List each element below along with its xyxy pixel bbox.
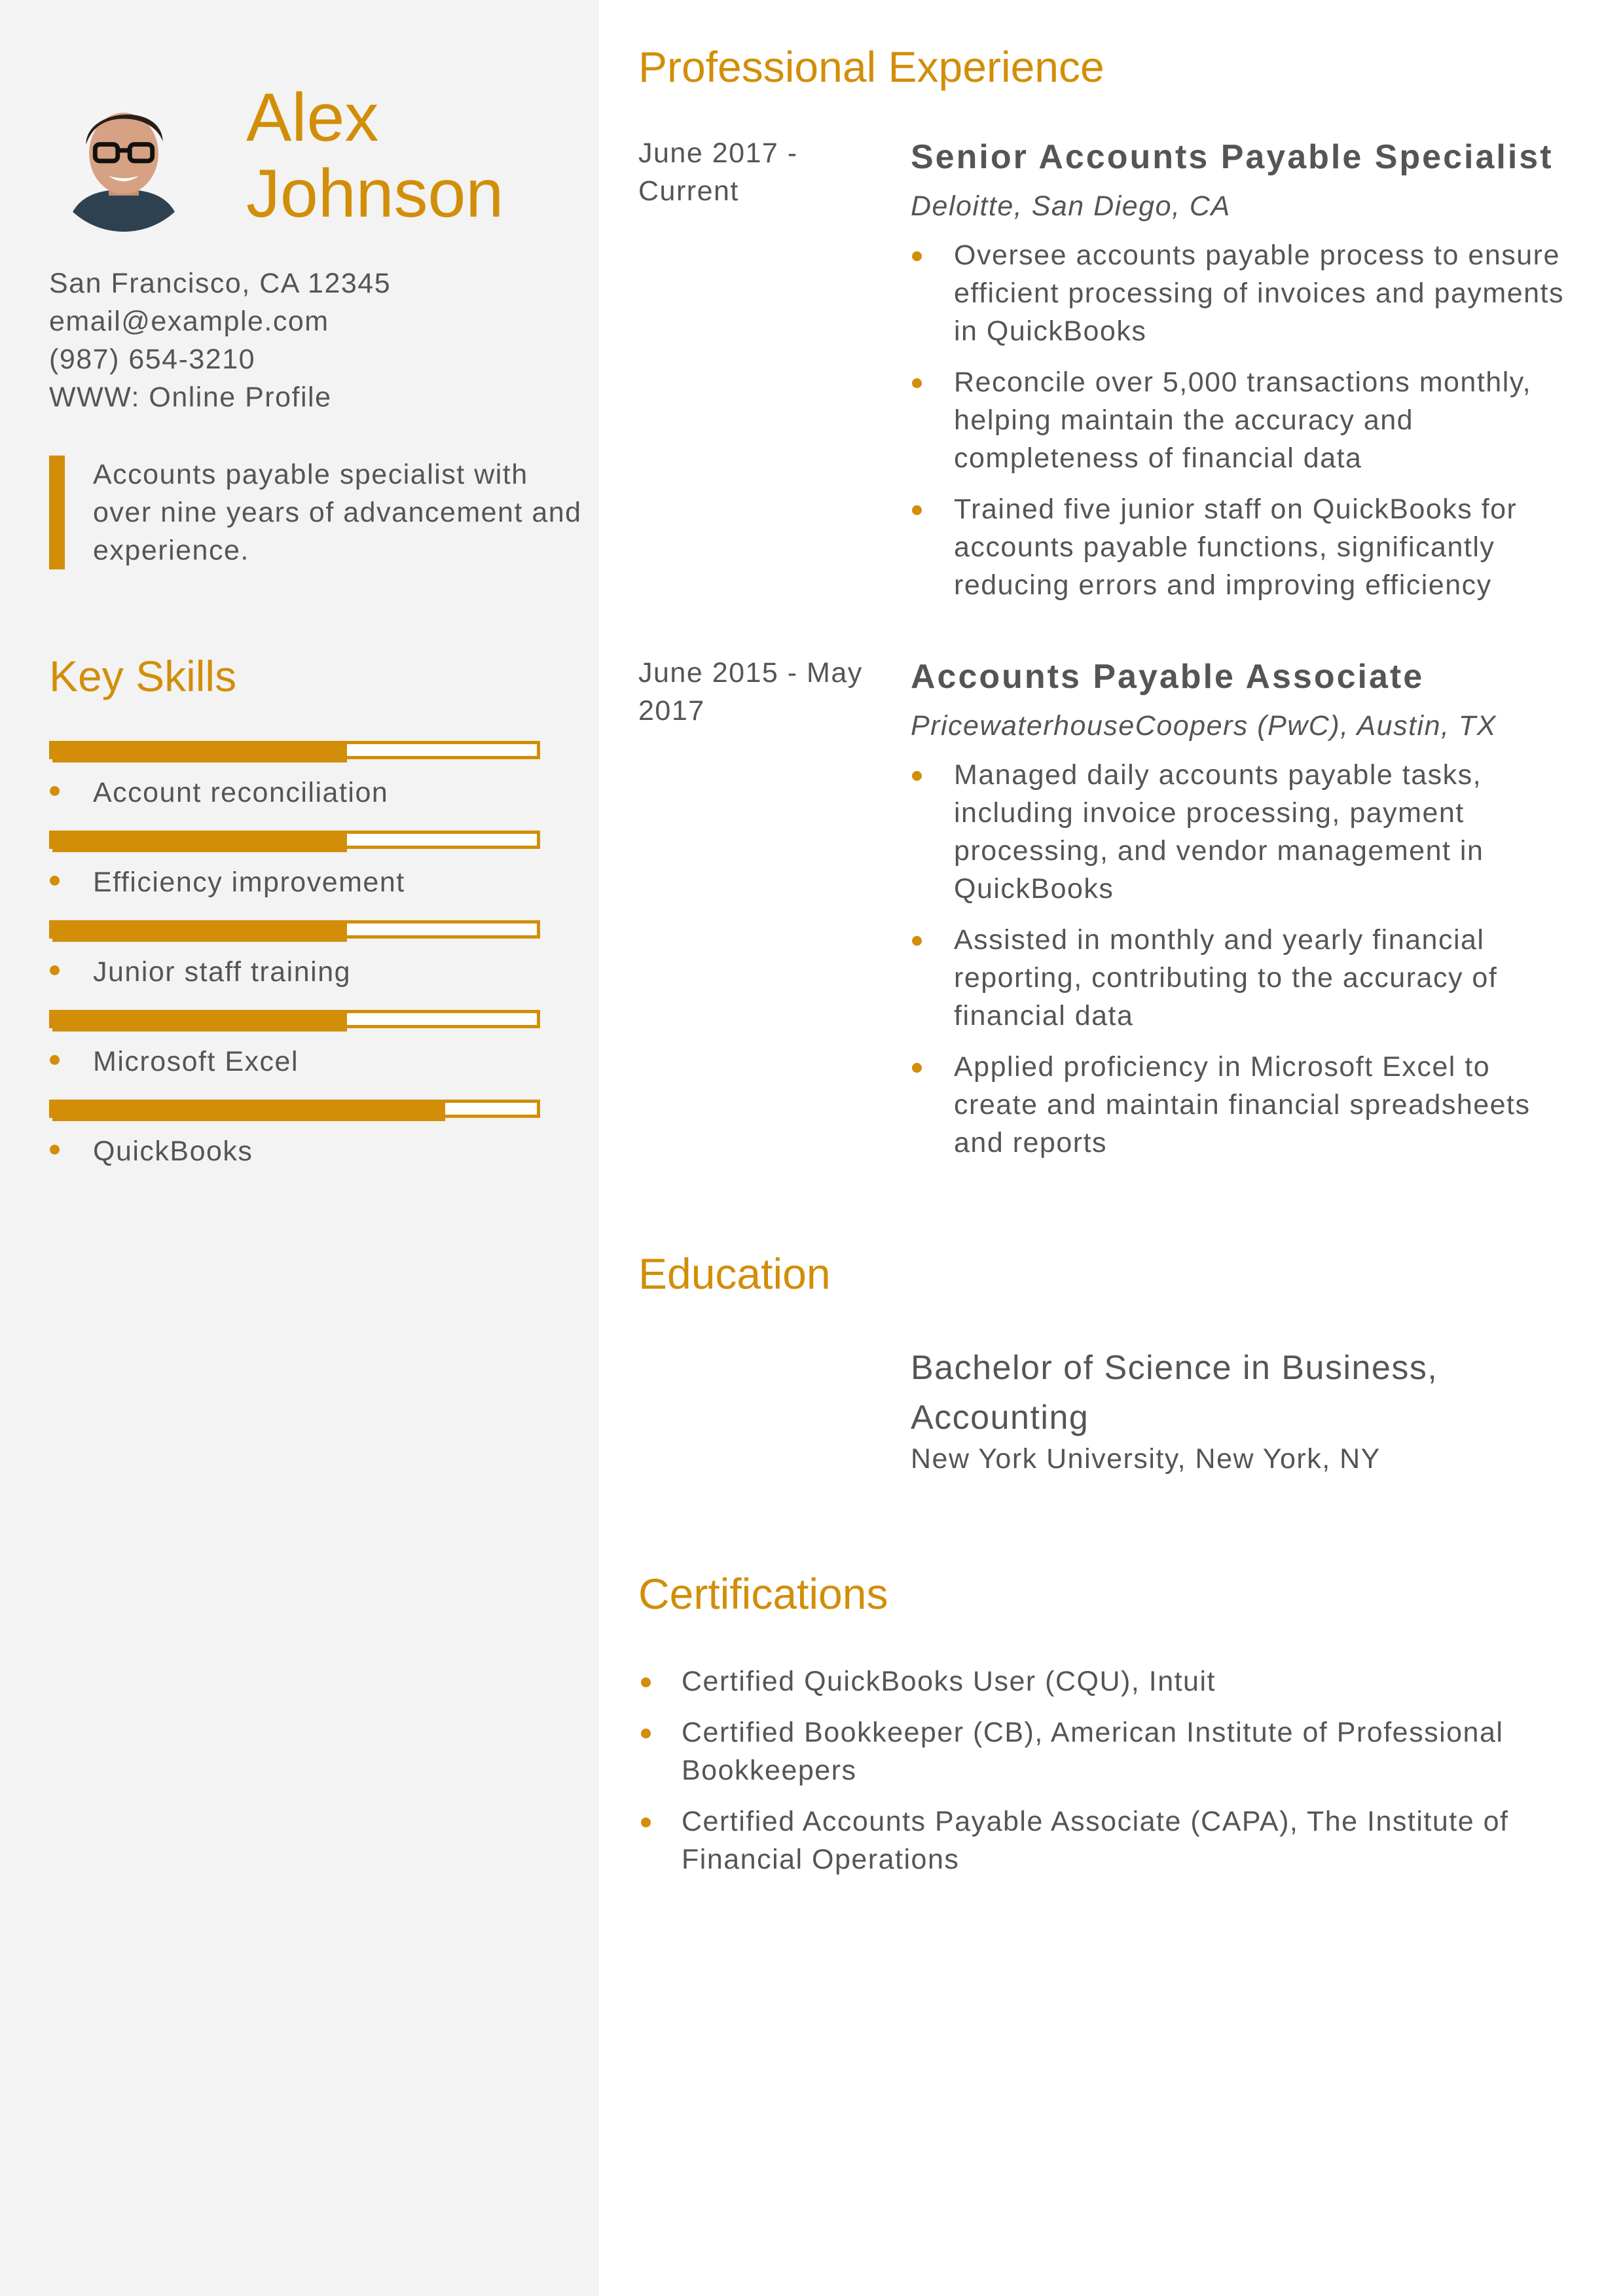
- skill-level-bar: [49, 741, 540, 759]
- bullet-text: Assisted in monthly and yearly financial reporting, contributing to the accuracy of financial data: [954, 924, 1498, 1031]
- job-dates: June 2015 - May 2017: [638, 657, 863, 726]
- skill-level-bar: [49, 1100, 540, 1118]
- certifications-heading: Certifications: [638, 1570, 888, 1618]
- avatar: [48, 81, 199, 232]
- bullet-text: Trained five junior staff on QuickBooks for accounts payable functions, significantly reducing errors and improving efficiency: [954, 493, 1518, 601]
- certification-text: Certified Bookkeeper (CB), American Institute of Professional Bookkeepers: [682, 1717, 1504, 1786]
- skill-level-bar: [49, 920, 540, 939]
- bullet-text: Oversee accounts payable process to ensure efficient processing of invoices and payments in QuickBooks: [954, 240, 1564, 347]
- candidate-name: [246, 80, 574, 232]
- list-item: [911, 756, 1578, 908]
- phone[interactable]: (987) 654-3210: [49, 344, 256, 375]
- first-name: Alex: [246, 80, 379, 156]
- bullet-icon: [50, 786, 60, 796]
- skill-level-bar: [49, 831, 540, 849]
- job-title: Senior Accounts Payable Specialist: [911, 138, 1554, 176]
- skills-heading: Key Skills: [49, 652, 237, 700]
- bullet-icon: [641, 1677, 651, 1687]
- skill-level-fill: [52, 1103, 445, 1121]
- bullet-icon: [912, 251, 922, 261]
- experience-heading: Professional Experience: [638, 43, 1104, 91]
- bullet-icon: [50, 1145, 60, 1155]
- list-item: [911, 921, 1578, 1035]
- bullet-text: Managed daily accounts payable tasks, including invoice processing, payment processing, and vendor management in QuickBooks: [954, 759, 1484, 905]
- skill-label: Microsoft Excel: [93, 1046, 299, 1077]
- skill-level-fill: [52, 744, 347, 762]
- address: San Francisco, CA 12345: [49, 268, 392, 299]
- job-company: PricewaterhouseCoopers (PwC), Austin, TX: [911, 710, 1497, 742]
- job-title: Accounts Payable Associate: [911, 658, 1425, 696]
- list-item: [911, 490, 1578, 604]
- bullet-icon: [50, 965, 60, 975]
- bullet-icon: [912, 936, 922, 946]
- list-item: [911, 363, 1578, 477]
- skill-label: Junior staff training: [93, 956, 352, 988]
- bullet-icon: [641, 1818, 651, 1827]
- list-item: [911, 1048, 1578, 1162]
- certifications-list: [638, 1662, 1581, 1892]
- skill-label: Efficiency improvement: [93, 867, 405, 898]
- bullet-icon: [50, 876, 60, 886]
- contact-info: [49, 264, 573, 416]
- job-dates: June 2017 - Current: [638, 137, 798, 207]
- bullet-icon: [912, 378, 922, 388]
- certification-text: Certified Accounts Payable Associate (CAPA), The Institute of Financial Operations: [682, 1806, 1509, 1875]
- bullet-text: Applied proficiency in Microsoft Excel to create and maintain financial spreadsheets and reports: [954, 1051, 1531, 1158]
- profile-summary: Accounts payable specialist with over nine years of advancement and experience.: [49, 456, 591, 569]
- skill-level-fill: [52, 834, 347, 852]
- skill-level-bar: [49, 1010, 540, 1028]
- job-bullets: [911, 756, 1578, 1175]
- bullet-icon: [50, 1055, 60, 1065]
- education-heading: Education: [638, 1249, 831, 1298]
- degree: Bachelor of Science in Business, Accounting: [911, 1349, 1438, 1437]
- skill-label: QuickBooks: [93, 1136, 253, 1167]
- bullet-icon: [641, 1729, 651, 1738]
- list-item: [638, 1803, 1581, 1878]
- education-entry: [911, 1343, 1565, 1478]
- list-item: [911, 236, 1578, 350]
- job-bullets: [911, 236, 1578, 617]
- profile-photo-icon: [48, 81, 199, 232]
- certification-text: Certified QuickBooks User (CQU), Intuit: [682, 1666, 1216, 1697]
- list-item: [638, 1713, 1581, 1789]
- website-link[interactable]: WWW: Online Profile: [49, 382, 332, 413]
- bullet-icon: [912, 771, 922, 781]
- skill-label: Account reconciliation: [93, 777, 389, 808]
- last-name: Johnson: [246, 156, 504, 232]
- job-company: Deloitte, San Diego, CA: [911, 190, 1231, 222]
- bullet-icon: [912, 1063, 922, 1073]
- list-item: [638, 1662, 1581, 1700]
- skill-level-fill: [52, 1013, 347, 1031]
- bullet-text: Reconcile over 5,000 transactions monthly, helping maintain the accuracy and completeness of financial data: [954, 367, 1532, 474]
- school: New York University, New York, NY: [911, 1443, 1381, 1475]
- email[interactable]: email@example.com: [49, 306, 329, 337]
- bullet-icon: [912, 505, 922, 515]
- skill-level-fill: [52, 924, 347, 942]
